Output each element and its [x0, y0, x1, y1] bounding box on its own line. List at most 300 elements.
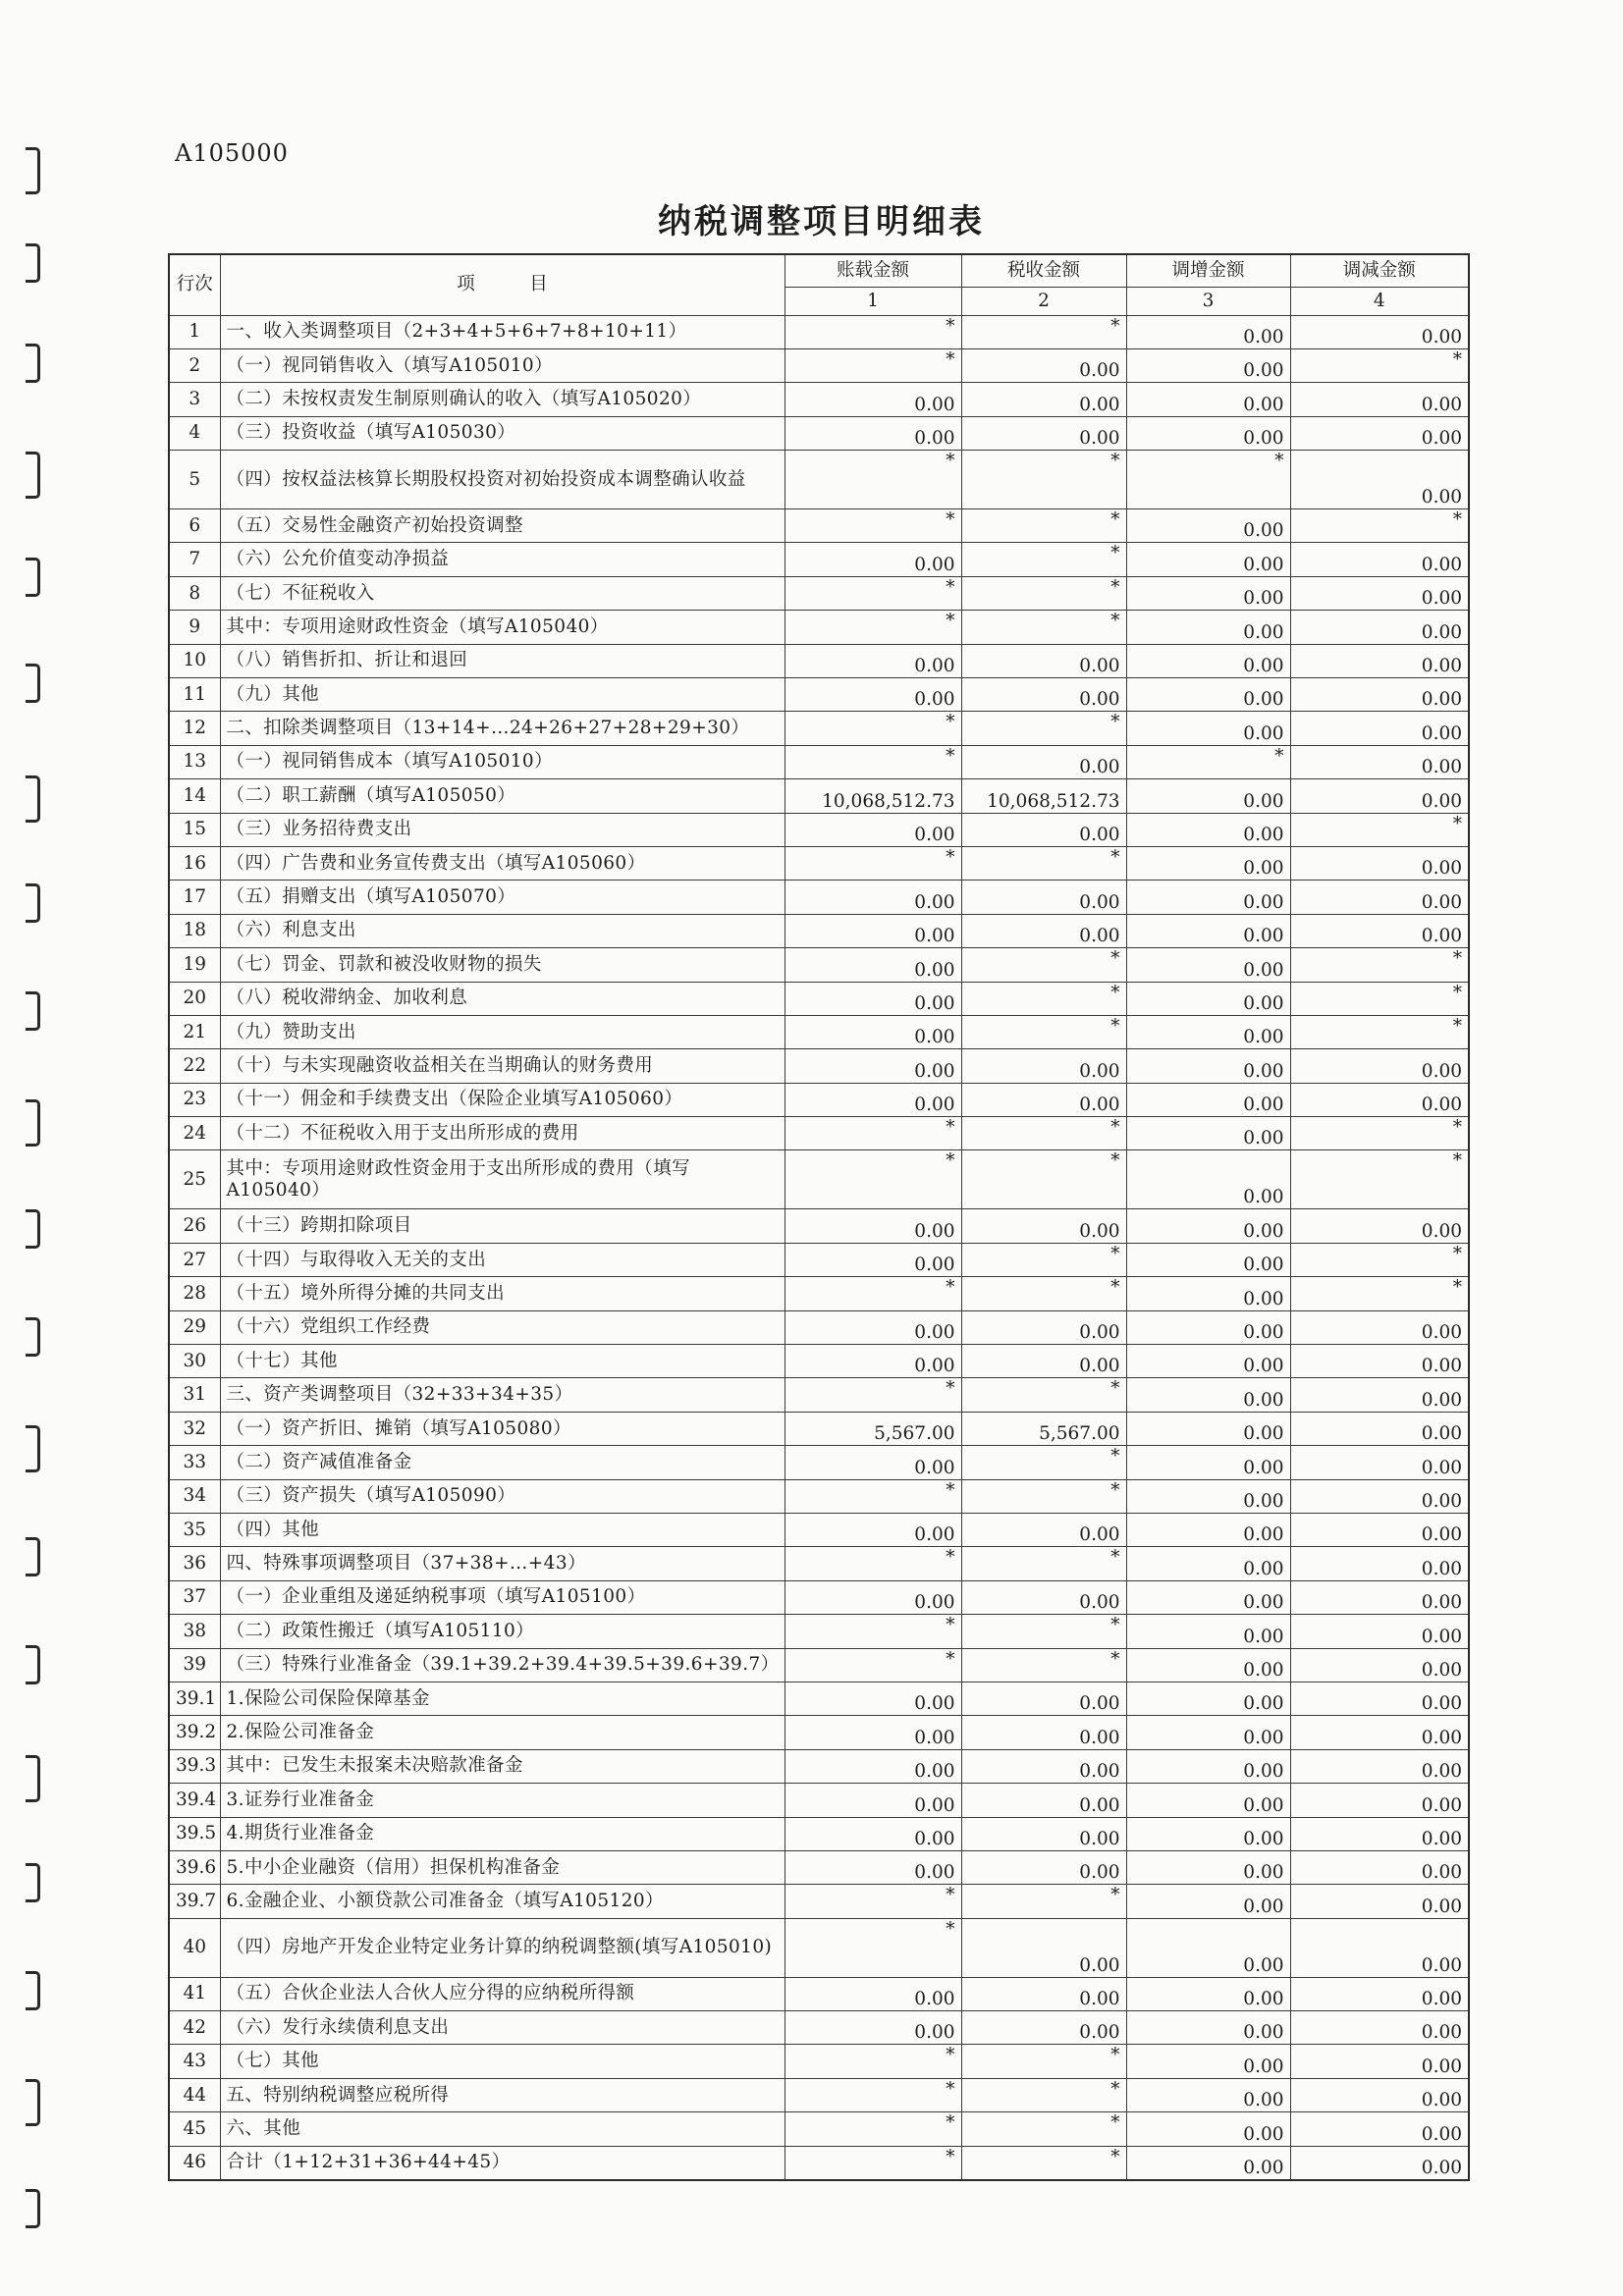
cell-increase-amount: 0.00: [1126, 416, 1290, 450]
row-item-label: 其中：专项用途财政性资金用于支出所形成的费用（填写A105040）: [220, 1150, 784, 1209]
header-col-num-4: 4: [1290, 287, 1469, 315]
cell-decrease-amount: 0.00: [1290, 2045, 1469, 2078]
cell-increase-amount: 0.00: [1126, 1479, 1290, 1513]
cell-increase-amount: 0.00: [1126, 543, 1290, 576]
row-number: 19: [169, 948, 220, 982]
row-item-label: （十五）境外所得分摊的共同支出: [220, 1277, 784, 1310]
cell-tax-amount: 0.00: [961, 745, 1126, 778]
cell-decrease-amount: 0.00: [1290, 416, 1469, 450]
row-number: 9: [169, 611, 220, 644]
cell-book-amount: *: [784, 1615, 961, 1648]
cell-increase-amount: 0.00: [1126, 1378, 1290, 1412]
row-number: 27: [169, 1243, 220, 1276]
table-body: [169, 315, 1469, 2180]
row-number: 37: [169, 1580, 220, 1614]
binding-mark: [26, 558, 40, 597]
table-row: [169, 1479, 1469, 1513]
cell-book-amount: *: [784, 745, 961, 778]
cell-decrease-amount: 0.00: [1290, 1749, 1469, 1783]
row-number: 44: [169, 2078, 220, 2111]
row-item-label: 2.保险公司准备金: [220, 1716, 784, 1749]
cell-tax-amount: *: [961, 1150, 1126, 1209]
cell-decrease-amount: 0.00: [1290, 543, 1469, 576]
row-number: 41: [169, 1977, 220, 2010]
cell-book-amount: *: [784, 846, 961, 880]
cell-decrease-amount: 0.00: [1290, 1682, 1469, 1715]
table-row: [169, 1580, 1469, 1614]
row-number: 3: [169, 383, 220, 416]
table-row: [169, 576, 1469, 610]
cell-increase-amount: 0.00: [1126, 982, 1290, 1015]
binding-mark: [26, 1971, 40, 2010]
table-row: [169, 846, 1469, 880]
form-code: A105000: [175, 139, 289, 167]
table-row: [169, 1150, 1469, 1209]
row-number: 1: [169, 315, 220, 348]
page-title: 纳税调整项目明细表: [658, 202, 985, 241]
cell-increase-amount: 0.00: [1126, 1648, 1290, 1682]
table-row: [169, 914, 1469, 947]
row-number: 13: [169, 745, 220, 778]
table-row: [169, 2011, 1469, 2045]
cell-tax-amount: 0.00: [961, 1918, 1126, 1977]
row-item-label: （六）利息支出: [220, 914, 784, 947]
row-number: 39: [169, 1648, 220, 1682]
table-row: [169, 1749, 1469, 1783]
cell-tax-amount: *: [961, 1117, 1126, 1150]
cell-book-amount: 0.00: [784, 813, 961, 846]
row-item-label: （二）资产减值准备金: [220, 1446, 784, 1479]
row-number: 21: [169, 1015, 220, 1048]
row-item-label: 其中：已发生未报案未决赔款准备金: [220, 1749, 784, 1783]
cell-increase-amount: 0.00: [1126, 1547, 1290, 1580]
table-row: [169, 1310, 1469, 1344]
cell-book-amount: 0.00: [784, 383, 961, 416]
cell-book-amount: 0.00: [784, 1514, 961, 1547]
cell-decrease-amount: 0.00: [1290, 1885, 1469, 1918]
row-number: 33: [169, 1446, 220, 1479]
table-row: [169, 1977, 1469, 2010]
cell-tax-amount: 0.00: [961, 1682, 1126, 1715]
cell-book-amount: *: [784, 2146, 961, 2179]
table-row: [169, 1716, 1469, 1749]
row-item-label: （三）投资收益（填写A105030）: [220, 416, 784, 450]
cell-increase-amount: 0.00: [1126, 1977, 1290, 2010]
cell-tax-amount: 0.00: [961, 1784, 1126, 1817]
table-row: [169, 1446, 1469, 1479]
row-number: 17: [169, 881, 220, 914]
header-col-num-3: 3: [1126, 287, 1290, 315]
cell-book-amount: *: [784, 348, 961, 382]
row-item-label: 4.期货行业准备金: [220, 1817, 784, 1850]
table-row: [169, 982, 1469, 1015]
header-col-num-1: 1: [784, 287, 961, 315]
cell-increase-amount: 0.00: [1126, 1277, 1290, 1310]
cell-decrease-amount: 0.00: [1290, 745, 1469, 778]
row-item-label: （四）按权益法核算长期股权投资对初始投资成本调整确认收益: [220, 451, 784, 509]
cell-tax-amount: *: [961, 1243, 1126, 1276]
row-item-label: （二）政策性搬迁（填写A105110）: [220, 1615, 784, 1648]
table-row: [169, 1682, 1469, 1715]
table-row: [169, 416, 1469, 450]
cell-decrease-amount: 0.00: [1290, 1977, 1469, 2010]
table-row: [169, 2146, 1469, 2179]
cell-tax-amount: *: [961, 1648, 1126, 1682]
row-number: 42: [169, 2011, 220, 2045]
cell-increase-amount: 0.00: [1126, 2112, 1290, 2146]
cell-decrease-amount: *: [1290, 509, 1469, 543]
row-number: 31: [169, 1378, 220, 1412]
cell-tax-amount: 0.00: [961, 348, 1126, 382]
cell-book-amount: 0.00: [784, 543, 961, 576]
row-item-label: （四）其他: [220, 1514, 784, 1547]
row-number: 12: [169, 712, 220, 745]
cell-tax-amount: *: [961, 315, 1126, 348]
cell-decrease-amount: 0.00: [1290, 1412, 1469, 1445]
cell-increase-amount: 0.00: [1126, 1083, 1290, 1116]
cell-book-amount: *: [784, 1479, 961, 1513]
cell-decrease-amount: 0.00: [1290, 1514, 1469, 1547]
table-row: [169, 509, 1469, 543]
cell-book-amount: 0.00: [784, 1977, 961, 2010]
row-item-label: （三）特殊行业准备金（39.1+39.2+39.4+39.5+39.6+39.7）: [220, 1648, 784, 1682]
cell-tax-amount: *: [961, 1479, 1126, 1513]
binding-mark: [26, 1863, 40, 1902]
row-item-label: （七）其他: [220, 2045, 784, 2078]
cell-book-amount: 0.00: [784, 1015, 961, 1048]
cell-increase-amount: 0.00: [1126, 1784, 1290, 1817]
cell-increase-amount: 0.00: [1126, 1049, 1290, 1083]
cell-book-amount: 0.00: [784, 1243, 961, 1276]
cell-tax-amount: 0.00: [961, 1817, 1126, 1850]
row-number: 23: [169, 1083, 220, 1116]
cell-increase-amount: 0.00: [1126, 2011, 1290, 2045]
cell-decrease-amount: *: [1290, 1150, 1469, 1209]
table-row: [169, 1117, 1469, 1150]
cell-tax-amount: 0.00: [961, 1083, 1126, 1116]
cell-decrease-amount: 0.00: [1290, 315, 1469, 348]
cell-decrease-amount: 0.00: [1290, 1345, 1469, 1378]
row-item-label: （三）资产损失（填写A105090）: [220, 1479, 784, 1513]
cell-book-amount: 0.00: [784, 1716, 961, 1749]
row-item-label: （十三）跨期扣除项目: [220, 1209, 784, 1243]
cell-decrease-amount: 0.00: [1290, 611, 1469, 644]
cell-book-amount: *: [784, 1277, 961, 1310]
row-item-label: （十六）党组织工作经费: [220, 1310, 784, 1344]
cell-tax-amount: 10,068,512.73: [961, 779, 1126, 813]
cell-increase-amount: 0.00: [1126, 1749, 1290, 1783]
binding-mark: [26, 1537, 40, 1576]
cell-increase-amount: 0.00: [1126, 1817, 1290, 1850]
binding-mark: [26, 2079, 40, 2126]
binding-mark: [26, 1645, 40, 1684]
cell-tax-amount: 0.00: [961, 1310, 1126, 1344]
row-item-label: 合计（1+12+31+36+44+45）: [220, 2146, 784, 2179]
table-row: [169, 881, 1469, 914]
cell-increase-amount: 0.00: [1126, 611, 1290, 644]
table-row: [169, 1784, 1469, 1817]
cell-tax-amount: *: [961, 2078, 1126, 2111]
cell-increase-amount: 0.00: [1126, 1310, 1290, 1344]
row-number: 46: [169, 2146, 220, 2179]
row-item-label: （六）发行永续债利息支出: [220, 2011, 784, 2045]
cell-increase-amount: 0.00: [1126, 348, 1290, 382]
row-number: 8: [169, 576, 220, 610]
row-number: 39.4: [169, 1784, 220, 1817]
cell-decrease-amount: *: [1290, 1277, 1469, 1310]
row-number: 39.3: [169, 1749, 220, 1783]
cell-decrease-amount: 0.00: [1290, 383, 1469, 416]
cell-book-amount: *: [784, 1547, 961, 1580]
row-item-label: （九）其他: [220, 678, 784, 712]
cell-decrease-amount: 0.00: [1290, 1209, 1469, 1243]
cell-book-amount: 0.00: [784, 1682, 961, 1715]
row-item-label: （五）合伙企业法人合伙人应分得的应纳税所得额: [220, 1977, 784, 2010]
cell-tax-amount: *: [961, 1277, 1126, 1310]
header-increase-amount: 调增金额: [1126, 254, 1290, 287]
row-item-label: 6.金融企业、小额贷款公司准备金（填写A105120）: [220, 1885, 784, 1918]
cell-decrease-amount: 0.00: [1290, 846, 1469, 880]
cell-increase-amount: 0.00: [1126, 846, 1290, 880]
cell-decrease-amount: 0.00: [1290, 2078, 1469, 2111]
cell-increase-amount: 0.00: [1126, 779, 1290, 813]
cell-tax-amount: *: [961, 543, 1126, 576]
row-item-label: （二）未按权责发生制原则确认的收入（填写A105020）: [220, 383, 784, 416]
cell-decrease-amount: 0.00: [1290, 644, 1469, 677]
table-row: [169, 948, 1469, 982]
row-number: 34: [169, 1479, 220, 1513]
row-item-label: （十四）与取得收入无关的支出: [220, 1243, 784, 1276]
table-row: [169, 348, 1469, 382]
cell-book-amount: *: [784, 2045, 961, 2078]
row-item-label: （十二）不征税收入用于支出所形成的费用: [220, 1117, 784, 1150]
table-row: [169, 1243, 1469, 1276]
binding-mark: [26, 664, 40, 703]
row-number: 20: [169, 982, 220, 1015]
row-number: 30: [169, 1345, 220, 1378]
header-tax-amount: 税收金额: [961, 254, 1126, 287]
row-number: 43: [169, 2045, 220, 2078]
cell-decrease-amount: 0.00: [1290, 451, 1469, 509]
row-number: 36: [169, 1547, 220, 1580]
table-row: [169, 1345, 1469, 1378]
row-number: 11: [169, 678, 220, 712]
cell-increase-amount: 0.00: [1126, 1209, 1290, 1243]
table-row: [169, 745, 1469, 778]
cell-tax-amount: *: [961, 1446, 1126, 1479]
row-item-label: 六、其他: [220, 2112, 784, 2146]
cell-decrease-amount: *: [1290, 1015, 1469, 1048]
cell-tax-amount: 0.00: [961, 1049, 1126, 1083]
cell-tax-amount: *: [961, 509, 1126, 543]
cell-decrease-amount: 0.00: [1290, 1547, 1469, 1580]
binding-edge: [18, 0, 47, 2296]
cell-book-amount: 0.00: [784, 1749, 961, 1783]
row-item-label: （六）公允价值变动净损益: [220, 543, 784, 576]
table-row: [169, 1648, 1469, 1682]
cell-decrease-amount: 0.00: [1290, 1648, 1469, 1682]
table-row: [169, 1615, 1469, 1648]
cell-tax-amount: *: [961, 1015, 1126, 1048]
cell-tax-amount: 0.00: [961, 813, 1126, 846]
row-number: 39.7: [169, 1885, 220, 1918]
row-item-label: 五、特别纳税调整应税所得: [220, 2078, 784, 2111]
cell-decrease-amount: 0.00: [1290, 881, 1469, 914]
row-number: 39.1: [169, 1682, 220, 1715]
cell-increase-amount: 0.00: [1126, 1885, 1290, 1918]
table-row: [169, 1412, 1469, 1445]
cell-book-amount: 0.00: [784, 914, 961, 947]
cell-tax-amount: 0.00: [961, 1716, 1126, 1749]
row-item-label: 3.证券行业准备金: [220, 1784, 784, 1817]
row-item-label: 5.中小企业融资（信用）担保机构准备金: [220, 1850, 784, 1884]
cell-increase-amount: *: [1126, 451, 1290, 509]
row-number: 7: [169, 543, 220, 576]
cell-book-amount: *: [784, 1648, 961, 1682]
cell-tax-amount: *: [961, 576, 1126, 610]
row-number: 32: [169, 1412, 220, 1445]
row-number: 35: [169, 1514, 220, 1547]
cell-decrease-amount: 0.00: [1290, 2112, 1469, 2146]
cell-book-amount: 0.00: [784, 1850, 961, 1884]
cell-decrease-amount: *: [1290, 1243, 1469, 1276]
cell-increase-amount: 0.00: [1126, 1412, 1290, 1445]
cell-book-amount: 0.00: [784, 2011, 961, 2045]
cell-tax-amount: 0.00: [961, 1850, 1126, 1884]
cell-book-amount: *: [784, 1117, 961, 1150]
cell-book-amount: 0.00: [784, 1784, 961, 1817]
cell-tax-amount: *: [961, 846, 1126, 880]
binding-mark: [26, 2189, 40, 2228]
cell-book-amount: 0.00: [784, 644, 961, 677]
cell-tax-amount: *: [961, 451, 1126, 509]
row-item-label: 三、资产类调整项目（32+33+34+35）: [220, 1378, 784, 1412]
cell-tax-amount: *: [961, 1615, 1126, 1648]
cell-decrease-amount: *: [1290, 1117, 1469, 1150]
cell-decrease-amount: *: [1290, 348, 1469, 382]
cell-tax-amount: *: [961, 948, 1126, 982]
cell-book-amount: 0.00: [784, 1817, 961, 1850]
cell-book-amount: 0.00: [784, 416, 961, 450]
row-number: 45: [169, 2112, 220, 2146]
cell-increase-amount: 0.00: [1126, 813, 1290, 846]
cell-decrease-amount: 0.00: [1290, 1310, 1469, 1344]
table-row: [169, 1918, 1469, 1977]
cell-increase-amount: 0.00: [1126, 1716, 1290, 1749]
cell-tax-amount: *: [961, 712, 1126, 745]
cell-decrease-amount: 0.00: [1290, 712, 1469, 745]
cell-decrease-amount: 0.00: [1290, 779, 1469, 813]
cell-increase-amount: 0.00: [1126, 1446, 1290, 1479]
table-row: [169, 813, 1469, 846]
table-row: [169, 1015, 1469, 1048]
row-number: 28: [169, 1277, 220, 1310]
cell-tax-amount: 0.00: [961, 1580, 1126, 1614]
cell-increase-amount: *: [1126, 745, 1290, 778]
cell-book-amount: *: [784, 2112, 961, 2146]
row-number: 4: [169, 416, 220, 450]
cell-decrease-amount: *: [1290, 982, 1469, 1015]
cell-book-amount: *: [784, 611, 961, 644]
cell-book-amount: 0.00: [784, 982, 961, 1015]
cell-decrease-amount: 0.00: [1290, 2011, 1469, 2045]
row-number: 22: [169, 1049, 220, 1083]
row-item-label: （八）税收滞纳金、加收利息: [220, 982, 784, 1015]
cell-tax-amount: *: [961, 1378, 1126, 1412]
cell-increase-amount: 0.00: [1126, 881, 1290, 914]
cell-book-amount: 0.00: [784, 1580, 961, 1614]
row-item-label: （八）销售折扣、折让和退回: [220, 644, 784, 677]
cell-tax-amount: 0.00: [961, 914, 1126, 947]
cell-increase-amount: 0.00: [1126, 1015, 1290, 1048]
row-item-label: （七）罚金、罚款和被没收财物的损失: [220, 948, 784, 982]
table-row: [169, 611, 1469, 644]
table-row: [169, 712, 1469, 745]
row-number: 39.6: [169, 1850, 220, 1884]
cell-tax-amount: *: [961, 2112, 1126, 2146]
cell-tax-amount: 0.00: [961, 644, 1126, 677]
cell-tax-amount: 0.00: [961, 1749, 1126, 1783]
cell-book-amount: 0.00: [784, 1083, 961, 1116]
table-row: [169, 315, 1469, 348]
cell-book-amount: 0.00: [784, 1209, 961, 1243]
cell-tax-amount: 0.00: [961, 2011, 1126, 2045]
cell-book-amount: 10,068,512.73: [784, 779, 961, 813]
cell-tax-amount: 0.00: [961, 1345, 1126, 1378]
cell-decrease-amount: 0.00: [1290, 1850, 1469, 1884]
row-number: 38: [169, 1615, 220, 1648]
row-number: 18: [169, 914, 220, 947]
cell-tax-amount: 5,567.00: [961, 1412, 1126, 1445]
cell-tax-amount: 0.00: [961, 1977, 1126, 2010]
binding-mark: [26, 1755, 40, 1802]
cell-tax-amount: 0.00: [961, 881, 1126, 914]
cell-tax-amount: *: [961, 2045, 1126, 2078]
header-book-amount: 账载金额: [784, 254, 961, 287]
cell-book-amount: 0.00: [784, 881, 961, 914]
row-item-label: （七）不征税收入: [220, 576, 784, 610]
cell-decrease-amount: 0.00: [1290, 1479, 1469, 1513]
cell-decrease-amount: *: [1290, 813, 1469, 846]
row-number: 24: [169, 1117, 220, 1150]
cell-tax-amount: *: [961, 982, 1126, 1015]
cell-book-amount: *: [784, 315, 961, 348]
binding-mark: [26, 991, 40, 1031]
binding-mark: [26, 243, 40, 283]
table-row: [169, 644, 1469, 677]
header-row-no: 行次: [169, 254, 220, 315]
table-row: [169, 1209, 1469, 1243]
row-number: 25: [169, 1150, 220, 1209]
cell-book-amount: *: [784, 2078, 961, 2111]
row-item-label: 四、特殊事项调整项目（37+38+…+43）: [220, 1547, 784, 1580]
table-row: [169, 1083, 1469, 1116]
table-row: [169, 779, 1469, 813]
row-item-label: （一）视同销售成本（填写A105010）: [220, 745, 784, 778]
cell-increase-amount: 0.00: [1126, 315, 1290, 348]
cell-book-amount: 0.00: [784, 1345, 961, 1378]
row-item-label: （十七）其他: [220, 1345, 784, 1378]
row-item-label: （一）企业重组及递延纳税事项（填写A105100）: [220, 1580, 784, 1614]
table-row: [169, 1277, 1469, 1310]
cell-increase-amount: 0.00: [1126, 1514, 1290, 1547]
table-row: [169, 451, 1469, 509]
row-number: 40: [169, 1918, 220, 1977]
table-row: [169, 1049, 1469, 1083]
cell-book-amount: 0.00: [784, 1446, 961, 1479]
cell-book-amount: *: [784, 1885, 961, 1918]
cell-decrease-amount: 0.00: [1290, 914, 1469, 947]
